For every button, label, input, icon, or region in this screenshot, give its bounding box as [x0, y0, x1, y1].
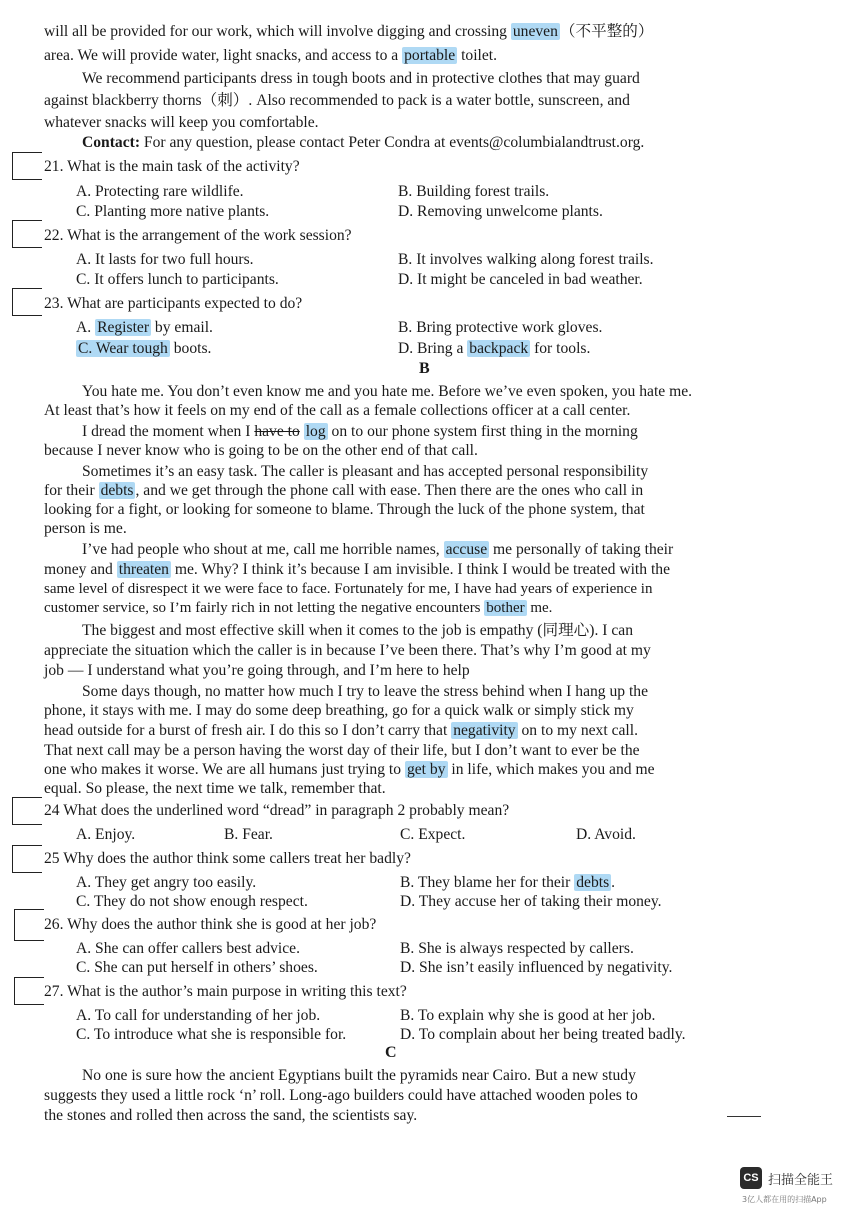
passage-c-line-1: No one is sure how the ancient Egyptians built the pyramids near Cairo. But a new study — [82, 1067, 636, 1084]
passage-b-p6-line-5: one who makes it worse. We are all humans just trying to get by in life, which makes you and me — [44, 761, 655, 778]
q25-option-c[interactable]: C. They do not show enough respect. — [76, 893, 308, 910]
passage-b-p6-line-2: phone, it stays with me. I may do some deep breathing, go for a quick walk or simply stick my — [44, 702, 634, 719]
q23-option-c[interactable]: C. Wear tough boots. — [78, 340, 212, 357]
passage-a-line-4: against blackberry thorns（刺）. Also recommended to pack is a water bottle, sunscreen, and — [44, 92, 630, 109]
highlight-threaten: threaten — [118, 561, 169, 578]
question-25-stem: 25 Why does the author think some callers treat her badly? — [44, 850, 411, 867]
highlight-backpack: backpack — [469, 340, 529, 357]
highlight-bother: bother — [486, 600, 525, 616]
q21-option-c[interactable]: C. Planting more native plants. — [76, 203, 270, 220]
q23-option-d[interactable]: D. Bring a backpack for tools. — [398, 340, 591, 357]
q25-option-d[interactable]: D. They accuse her of taking their money. — [400, 893, 662, 910]
answer-box-22[interactable] — [12, 220, 42, 248]
passage-b-p2-line-2: because I never know who is going to be on the other end of that call. — [44, 442, 478, 459]
q27-option-a[interactable]: A. To call for understanding of her job. — [76, 1007, 321, 1024]
question-24-stem: 24 What does the underlined word “dread” in paragraph 2 probably mean? — [44, 802, 510, 819]
passage-b-p1-line-2: At least that’s how it feels on my end of the call as a female collections officer at a call center. — [44, 402, 631, 419]
highlight-debts: debts — [100, 482, 134, 499]
section-c-heading: C — [385, 1044, 397, 1061]
highlight-wear-tough: C. Wear tough — [78, 340, 168, 357]
q22-option-b[interactable]: B. It involves walking along forest trails. — [398, 251, 654, 268]
scanner-watermark — [740, 1167, 833, 1189]
q23-option-a[interactable]: A. Register by email. — [76, 319, 213, 336]
passage-a-line-2: area. We will provide water, light snacks, and access to a portable toilet. — [44, 47, 498, 64]
contact-line: Contact: For any question, please contact Peter Condra at events@columbialandtrust.org. — [82, 134, 645, 151]
question-26-stem: 26. Why does the author think she is good at her job? — [44, 916, 377, 933]
passage-b-p3-line-1: Sometimes it’s an easy task. The caller is pleasant and has accepted personal responsibility — [82, 463, 649, 480]
question-22-stem: 22. What is the arrangement of the work session? — [44, 227, 352, 244]
q24-option-a[interactable]: A. Enjoy. — [76, 826, 136, 843]
passage-b-p5-line-3: job — I understand what you’re going through, and I’m here to help — [44, 662, 470, 679]
passage-b-p5-line-2: appreciate the situation which the caller is in because I’ve been there. That’s why I’m good at my — [44, 642, 651, 659]
q21-option-d[interactable]: D. Removing unwelcome plants. — [398, 203, 603, 220]
q27-option-c[interactable]: C. To introduce what she is responsible for. — [76, 1026, 347, 1043]
q22-option-c[interactable]: C. It offers lunch to participants. — [76, 271, 279, 288]
question-27-stem: 27. What is the author’s main purpose in writing this text? — [44, 983, 407, 1000]
q24-option-d[interactable]: D. Avoid. — [576, 826, 636, 843]
q21-option-a[interactable]: A. Protecting rare wildlife. — [76, 183, 244, 200]
passage-b-p6-line-3: head outside for a burst of fresh air. I do this so I don’t carry that negativity on to my next call. — [44, 722, 638, 739]
camscanner-name: 扫描全能王 — [768, 1172, 834, 1188]
q25-option-b[interactable]: B. They blame her for their debts . — [400, 874, 616, 891]
margin-rule — [727, 1116, 761, 1117]
passage-b-p6-line-1: Some days though, no matter how much I try to leave the stress behind when I hang up the — [82, 683, 649, 700]
answer-box-25[interactable] — [12, 845, 42, 873]
highlight-uneven: uneven — [512, 23, 558, 40]
section-b-heading: B — [419, 360, 430, 377]
answer-box-24[interactable] — [12, 797, 42, 825]
passage-b-p6-line-4: That next call may be a person having the worst day of their life, but I don’t want to ever be the — [44, 742, 640, 759]
q26-option-d[interactable]: D. She isn’t easily influenced by negativity. — [400, 959, 673, 976]
passage-a-line-1: will all be provided for our work, which will involve digging and crossing uneven （不平整的） — [44, 23, 654, 40]
q23-option-b[interactable]: B. Bring protective work gloves. — [398, 319, 603, 336]
passage-b-p4-line-3: same level of disrespect it we were face to face. Fortunately for me, I have had years of experience in — [44, 581, 653, 597]
q26-option-c[interactable]: C. She can put herself in others’ shoes. — [76, 959, 318, 976]
q21-option-b[interactable]: B. Building forest trails. — [398, 183, 550, 200]
passage-b-p3-line-2: for their debts , and we get through the phone call with ease. Then there are the ones who call in — [44, 482, 644, 499]
passage-b-p3-line-3: looking for a fight, or looking for someone to blame. Through the luck of the phone system, that — [44, 501, 645, 518]
passage-b-p5-line-1: The biggest and most effective skill when it comes to the job is empathy (同理心). I can — [82, 622, 633, 639]
passage-a-line-5: whatever snacks will keep you comfortable. — [44, 114, 319, 131]
camscanner-tagline: 3亿人都在用的扫描App — [742, 1195, 827, 1204]
highlight-log: log — [305, 423, 326, 440]
question-23-stem: 23. What are participants expected to do? — [44, 295, 303, 312]
passage-b-p2-line-1: I dread the moment when I have to log on to our phone system first thing in the morning — [82, 423, 638, 440]
passage-b-p3-line-4: person is me. — [44, 520, 127, 537]
passage-b-p4-line-2: money and threaten me. Why? I think it’s because I am invisible. I think I would be treated with the — [44, 561, 671, 578]
q26-option-b[interactable]: B. She is always respected by callers. — [400, 940, 634, 957]
q26-option-a[interactable]: A. She can offer callers best advice. — [76, 940, 300, 957]
q27-option-d[interactable]: D. To complain about her being treated badly. — [400, 1026, 686, 1043]
q27-option-b[interactable]: B. To explain why she is good at her job. — [400, 1007, 656, 1024]
answer-box-23[interactable] — [12, 288, 42, 316]
answer-box-26[interactable] — [14, 909, 44, 941]
passage-b-p6-line-6: equal. So please, the next time we talk, remember that. — [44, 780, 386, 797]
passage-c-line-3: the stones and rolled then across the sand, the scientists say. — [44, 1107, 418, 1124]
highlight-portable: portable — [404, 47, 456, 64]
highlight-register: Register — [97, 319, 150, 336]
q24-option-c[interactable]: C. Expect. — [400, 826, 466, 843]
answer-box-27[interactable] — [14, 977, 44, 1005]
passage-b-p4-line-1: I’ve had people who shout at me, call me horrible names, accuse me personally of taking their — [82, 541, 674, 558]
highlight-get-by: get by — [406, 761, 446, 778]
q24-option-b[interactable]: B. Fear. — [224, 826, 273, 843]
passage-c-line-2: suggests they used a little rock ‘n’ roll. Long-ago builders could have attached wooden poles to — [44, 1087, 638, 1104]
highlight-accuse: accuse — [445, 541, 488, 558]
answer-box-21[interactable] — [12, 152, 42, 180]
camscanner-logo-icon: CS — [740, 1167, 762, 1189]
highlight-debts-option: debts — [576, 874, 610, 891]
highlight-negativity: negativity — [453, 722, 516, 739]
passage-a-line-3: We recommend participants dress in tough boots and in protective clothes that may guard — [82, 70, 640, 87]
passage-b-p1-line-1: You hate me. You don’t even know me and you hate me. Before we’ve even spoken, you hate me. — [82, 383, 693, 400]
passage-b-p4-line-4: customer service, so I’m fairly rich in not letting the negative encounters bother me. — [44, 600, 553, 616]
q22-option-a[interactable]: A. It lasts for two full hours. — [76, 251, 254, 268]
question-21-stem: 21. What is the main task of the activity? — [44, 158, 300, 175]
q25-option-a[interactable]: A. They get angry too easily. — [76, 874, 257, 891]
q22-option-d[interactable]: D. It might be canceled in bad weather. — [398, 271, 643, 288]
